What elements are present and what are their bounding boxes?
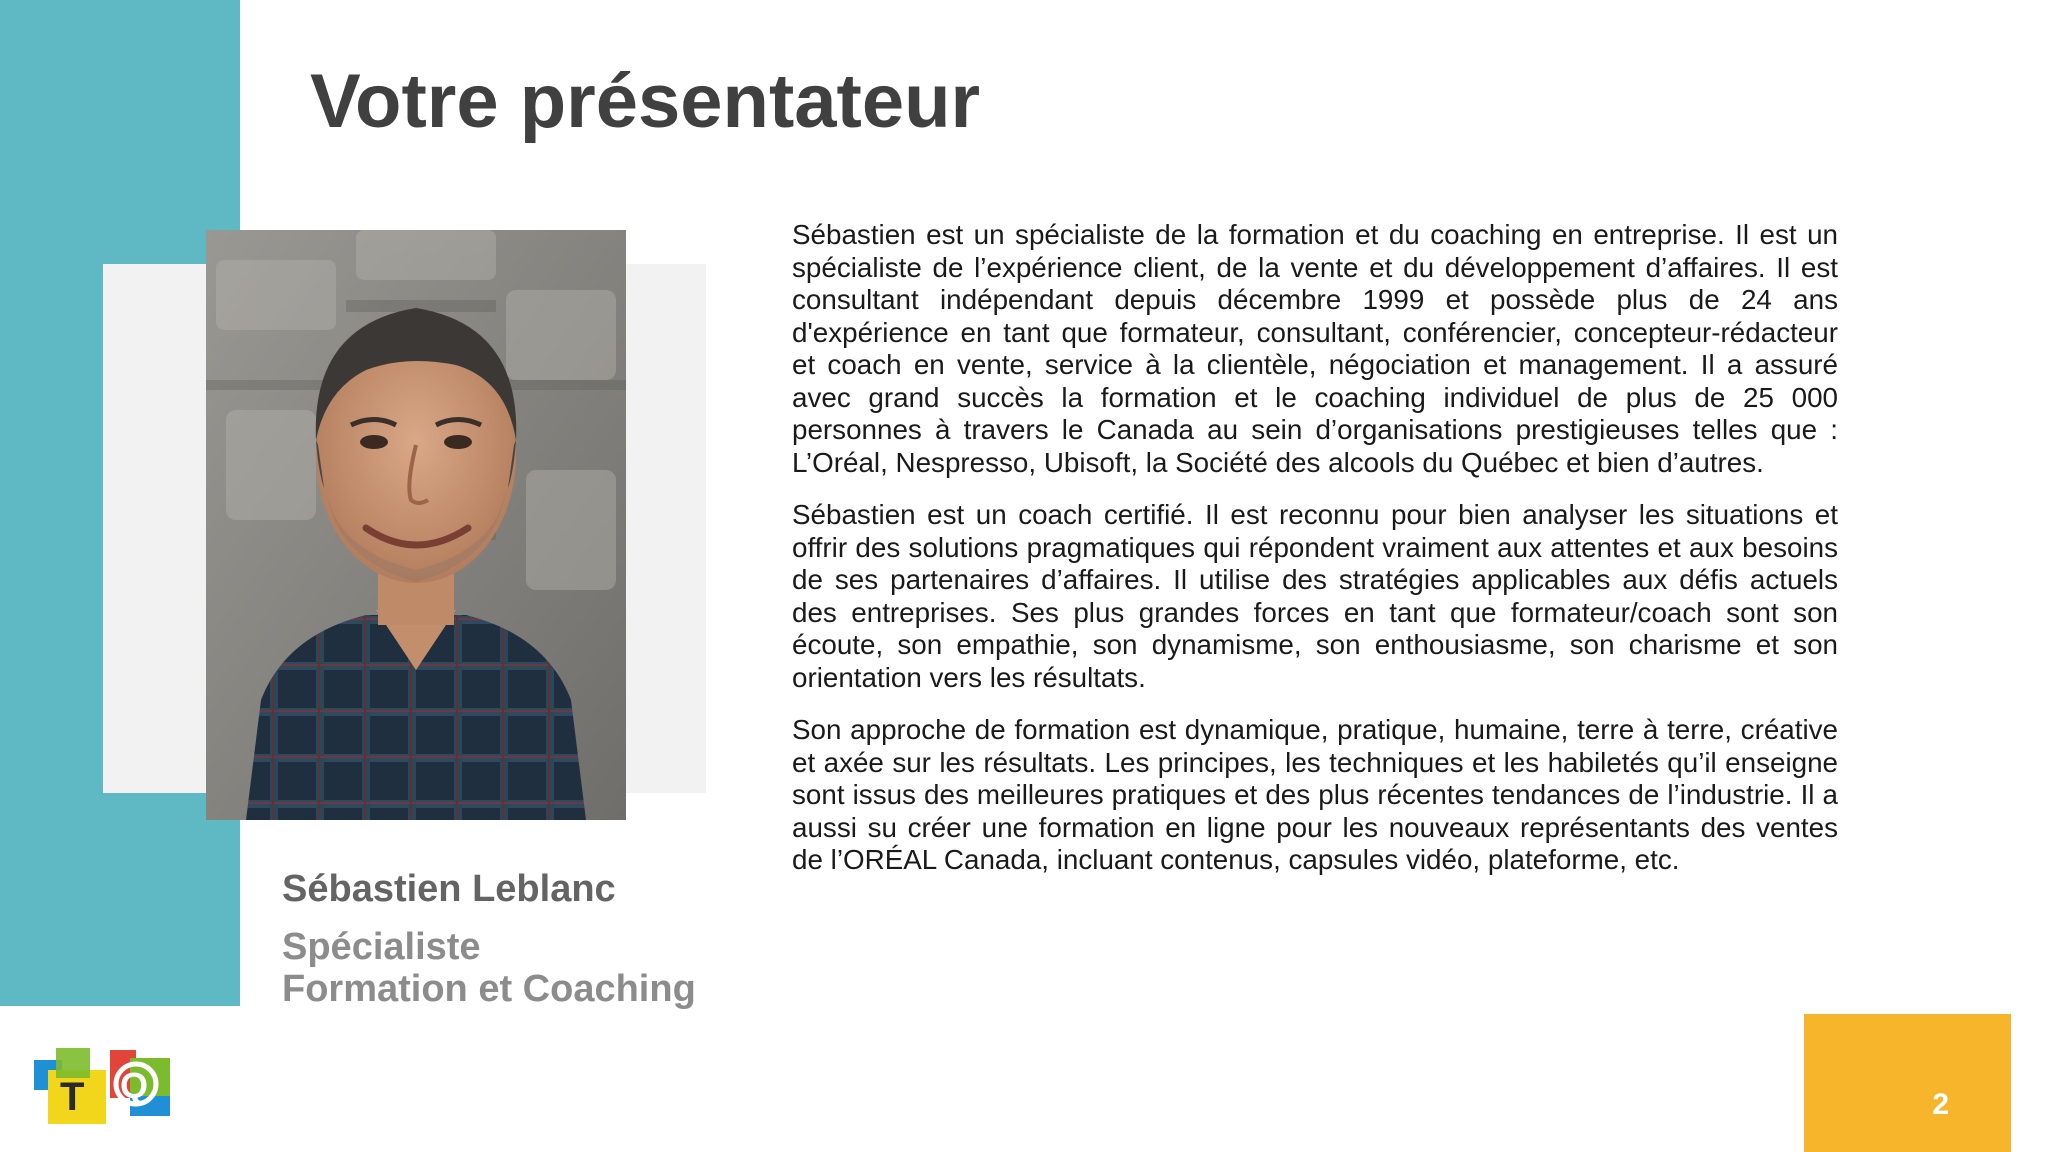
bio-paragraph-2: Sébastien est un coach certifié. Il est reconnu pour bien analyser les situations et offrir des solutions pragmatiques qui répondent vraiment aux attentes et aux besoins de ses partenaires d’affaires. Il utilise des stratégies applicables aux défis actuels des entreprises. Ses plus grandes forces en tant que formateur/coach sont son écoute, son empathie, son dynamisme, son enthousiasme, son charisme et son orientation vers les résultats.: [792, 499, 1838, 693]
bio-paragraph-3: Son approche de formation est dynamique, pratique, humaine, terre à terre, créative et axée sur les résultats. Les principes, les techniques et les habiletés qu’il enseigne sont issus des meilleures pratiques et des plus récentes tendances de l’industrie. Il a aussi su créer une formation en ligne pour les nouveaux représentants des ventes de l’ORÉAL Canada, incluant contenus, capsules vidéo, plateforme, etc.: [792, 714, 1838, 875]
tq-logo-graphic: [34, 1048, 172, 1124]
presenter-photo: [206, 230, 626, 820]
logo-letter-t: T: [60, 1075, 85, 1119]
presenter-role-line1: Spécialiste: [282, 926, 481, 968]
page-number: 2: [1932, 1088, 1949, 1121]
logo-letter-q: Q: [120, 1065, 149, 1106]
tq-logo-icon: [34, 1048, 172, 1124]
slide-title: Votre présentateur: [310, 59, 981, 144]
portrait-illustration: [206, 230, 626, 820]
presenter-role-line2: Formation et Coaching: [282, 968, 696, 1010]
presenter-bio: [792, 219, 1838, 897]
presenter-role: [282, 926, 696, 1010]
bio-paragraph-1: Sébastien est un spécialiste de la formation et du coaching en entreprise. Il est un spécialiste de l’expérience client, de la vente et du développement d’affaires. Il est consultant indépendant depuis décembre 1999 et possède plus de 24 ans d'expérience en tant que formateur, consultant, conférencier, concepteur-rédacteur et coach en vente, service à la clientèle, négociation et management. Il a assuré avec grand succès la formation et le coaching individuel de plus de 25 000 personnes à travers le Canada au sein d’organisations prestigieuses telles que : L’Oréal, Nespresso, Ubisoft, la Société des alcools du Québec et bien d’autres.: [792, 219, 1838, 478]
page-number-badge: [1804, 1014, 2011, 1152]
presenter-name: Sébastien Leblanc: [282, 868, 616, 910]
